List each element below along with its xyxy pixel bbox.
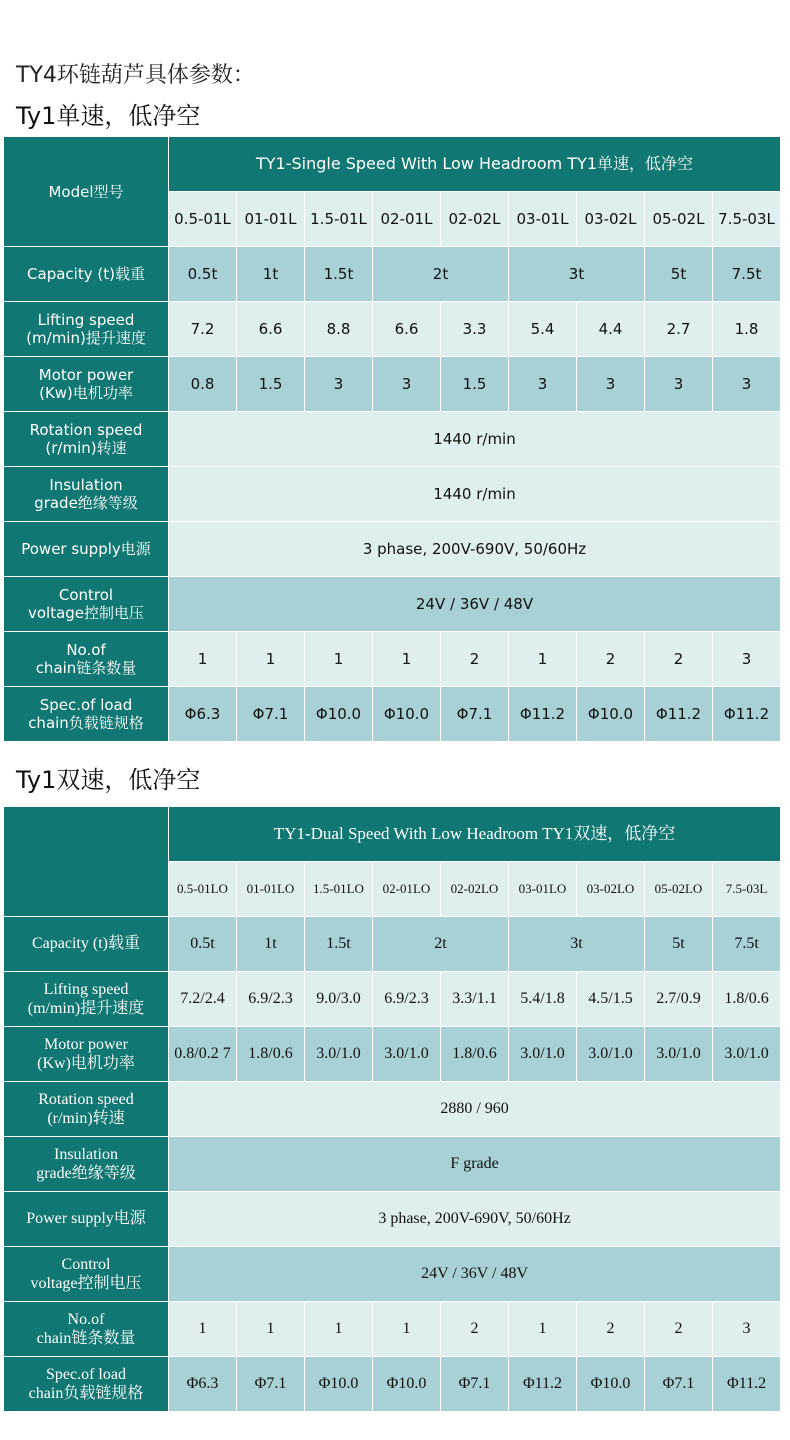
capacity-cell: 0.5t (169, 247, 237, 302)
row-label-motor-power: Motor power (Kw)电机功率 (4, 1027, 169, 1082)
motor-power-cell: 1.8/0.6 (237, 1027, 305, 1082)
lifting-speed-cell: 1.8 (713, 302, 781, 357)
lifting-speed-cell: 9.0/3.0 (305, 972, 373, 1027)
row-label-power-supply: Power supply电源 (4, 522, 169, 577)
lifting-speed-cell: 1.8/0.6 (713, 972, 781, 1027)
chain-spec-cell: Φ10.0 (373, 1357, 441, 1412)
chain-count-cell: 1 (305, 1302, 373, 1357)
motor-power-cell: 1.5 (237, 357, 305, 412)
motor-power-cell: 0.8 (169, 357, 237, 412)
model-cell: 7.5-03L (713, 862, 781, 917)
model-cell: 02-02L (441, 192, 509, 247)
motor-power-cell: 3 (509, 357, 577, 412)
lifting-speed-cell: 4.4 (577, 302, 645, 357)
chain-spec-cell: Φ10.0 (577, 1357, 645, 1412)
chain-count-cell: 1 (509, 1302, 577, 1357)
control-voltage-cell: 24V / 36V / 48V (169, 577, 781, 632)
capacity-cell: 5t (645, 917, 713, 972)
table-title: TY1-Dual Speed With Low Headroom TY1双速，低净空 (169, 807, 781, 862)
row-label-insulation-grade: Insulation grade绝缘等级 (4, 467, 169, 522)
insulation-grade-cell: F grade (169, 1137, 781, 1192)
chain-spec-cell: Φ7.1 (441, 1357, 509, 1412)
row-label-control-voltage: Control voltage控制电压 (4, 577, 169, 632)
model-cell: 0.5-01LO (169, 862, 237, 917)
chain-count-cell: 1 (237, 632, 305, 687)
lifting-speed-cell: 6.6 (237, 302, 305, 357)
row-label-chain-count: No.of chain链条数量 (4, 632, 169, 687)
chain-spec-cell: Φ10.0 (305, 687, 373, 742)
lifting-speed-cell: 7.2 (169, 302, 237, 357)
dual-speed-spec-table (3, 806, 781, 1412)
chain-count-cell: 1 (237, 1302, 305, 1357)
chain-count-cell: 2 (577, 1302, 645, 1357)
lifting-speed-cell: 3.3 (441, 302, 509, 357)
model-cell: 05-02L (645, 192, 713, 247)
motor-power-cell: 3.0/1.0 (645, 1027, 713, 1082)
model-cell: 1.5-01L (305, 192, 373, 247)
lifting-speed-cell: 7.2/2.4 (169, 972, 237, 1027)
motor-power-cell: 3 (305, 357, 373, 412)
chain-spec-cell: Φ7.1 (645, 1357, 713, 1412)
chain-count-cell: 1 (169, 632, 237, 687)
capacity-cell: 7.5t (713, 917, 781, 972)
chain-spec-cell: Φ6.3 (169, 687, 237, 742)
model-cell: 02-01L (373, 192, 441, 247)
chain-spec-cell: Φ11.2 (509, 1357, 577, 1412)
capacity-cell: 2t (373, 247, 509, 302)
chain-spec-cell: Φ7.1 (237, 1357, 305, 1412)
insulation-grade-cell: 1440 r/min (169, 467, 781, 522)
capacity-cell: 1t (237, 917, 305, 972)
lifting-speed-cell: 6.6 (373, 302, 441, 357)
section-title-dual-speed: Ty1双速，低净空 (16, 766, 201, 794)
chain-count-cell: 2 (577, 632, 645, 687)
capacity-cell: 3t (509, 247, 645, 302)
lifting-speed-cell: 5.4 (509, 302, 577, 357)
lifting-speed-cell: 6.9/2.3 (373, 972, 441, 1027)
lifting-speed-cell: 2.7/0.9 (645, 972, 713, 1027)
chain-spec-cell: Φ10.0 (305, 1357, 373, 1412)
model-cell: 03-02LO (577, 862, 645, 917)
row-label-insulation-grade: Insulation grade绝缘等级 (4, 1137, 169, 1192)
model-cell: 02-02LO (441, 862, 509, 917)
chain-count-cell: 2 (441, 632, 509, 687)
chain-count-cell: 1 (509, 632, 577, 687)
row-label-chain-spec: Spec.of load chain负载链规格 (4, 687, 169, 742)
motor-power-cell: 3 (645, 357, 713, 412)
motor-power-cell: 1.5 (441, 357, 509, 412)
capacity-cell: 1.5t (305, 917, 373, 972)
rotation-speed-cell: 1440 r/min (169, 412, 781, 467)
motor-power-cell: 3 (577, 357, 645, 412)
chain-spec-cell: Φ11.2 (713, 1357, 781, 1412)
motor-power-cell: 3 (373, 357, 441, 412)
row-label-rotation-speed: Rotation speed (r/min)转速 (4, 412, 169, 467)
model-cell: 05-02LO (645, 862, 713, 917)
capacity-cell: 0.5t (169, 917, 237, 972)
single-speed-spec-table (3, 136, 781, 742)
lifting-speed-cell: 8.8 (305, 302, 373, 357)
row-label-capacity: Capacity (t)载重 (4, 917, 169, 972)
capacity-cell: 5t (645, 247, 713, 302)
model-cell: 03-01LO (509, 862, 577, 917)
lifting-speed-cell: 5.4/1.8 (509, 972, 577, 1027)
capacity-cell: 2t (373, 917, 509, 972)
rotation-speed-cell: 2880 / 960 (169, 1082, 781, 1137)
chain-count-cell: 3 (713, 1302, 781, 1357)
chain-count-cell: 2 (441, 1302, 509, 1357)
row-label-control-voltage: Control voltage控制电压 (4, 1247, 169, 1302)
chain-count-cell: 1 (169, 1302, 237, 1357)
row-label-chain-spec: Spec.of load chain负载链规格 (4, 1357, 169, 1412)
model-cell: 0.5-01L (169, 192, 237, 247)
model-header: Model型号 (4, 137, 169, 247)
lifting-speed-cell: 3.3/1.1 (441, 972, 509, 1027)
model-cell: 7.5-03L (713, 192, 781, 247)
row-label-lifting-speed: Lifting speed (m/min)提升速度 (4, 302, 169, 357)
row-label-lifting-speed: Lifting speed (m/min)提升速度 (4, 972, 169, 1027)
chain-spec-cell: Φ11.2 (713, 687, 781, 742)
motor-power-cell: 3.0/1.0 (509, 1027, 577, 1082)
row-label-capacity: Capacity (t)载重 (4, 247, 169, 302)
chain-spec-cell: Φ7.1 (237, 687, 305, 742)
section-title-single-speed: Ty1单速，低净空 (16, 102, 201, 130)
motor-power-cell: 0.8/0.2 7 (169, 1027, 237, 1082)
capacity-cell: 3t (509, 917, 645, 972)
model-cell: 01-01LO (237, 862, 305, 917)
model-cell: 03-01L (509, 192, 577, 247)
motor-power-cell: 3.0/1.0 (713, 1027, 781, 1082)
lifting-speed-cell: 2.7 (645, 302, 713, 357)
page-title: TY4环链葫芦具体参数： (16, 63, 255, 88)
chain-spec-cell: Φ7.1 (441, 687, 509, 742)
capacity-cell: 1t (237, 247, 305, 302)
chain-spec-cell: Φ10.0 (373, 687, 441, 742)
lifting-speed-cell: 4.5/1.5 (577, 972, 645, 1027)
chain-spec-cell: Φ6.3 (169, 1357, 237, 1412)
row-label-power-supply: Power supply电源 (4, 1192, 169, 1247)
model-header (4, 807, 169, 917)
lifting-speed-cell: 6.9/2.3 (237, 972, 305, 1027)
model-cell: 1.5-01LO (305, 862, 373, 917)
row-label-chain-count: No.of chain链条数量 (4, 1302, 169, 1357)
model-cell: 02-01LO (373, 862, 441, 917)
chain-count-cell: 1 (373, 632, 441, 687)
motor-power-cell: 3.0/1.0 (373, 1027, 441, 1082)
chain-count-cell: 1 (305, 632, 373, 687)
chain-spec-cell: Φ11.2 (645, 687, 713, 742)
capacity-cell: 1.5t (305, 247, 373, 302)
motor-power-cell: 3.0/1.0 (577, 1027, 645, 1082)
model-cell: 01-01L (237, 192, 305, 247)
capacity-cell: 7.5t (713, 247, 781, 302)
chain-count-cell: 1 (373, 1302, 441, 1357)
chain-count-cell: 2 (645, 1302, 713, 1357)
model-cell: 03-02L (577, 192, 645, 247)
motor-power-cell: 3 (713, 357, 781, 412)
power-supply-cell: 3 phase, 200V-690V, 50/60Hz (169, 522, 781, 577)
motor-power-cell: 1.8/0.6 (441, 1027, 509, 1082)
control-voltage-cell: 24V / 36V / 48V (169, 1247, 781, 1302)
chain-spec-cell: Φ11.2 (509, 687, 577, 742)
power-supply-cell: 3 phase, 200V-690V, 50/60Hz (169, 1192, 781, 1247)
motor-power-cell: 3.0/1.0 (305, 1027, 373, 1082)
chain-count-cell: 3 (713, 632, 781, 687)
row-label-motor-power: Motor power (Kw)电机功率 (4, 357, 169, 412)
row-label-rotation-speed: Rotation speed (r/min)转速 (4, 1082, 169, 1137)
table-title: TY1-Single Speed With Low Headroom TY1单速，低净空 (169, 137, 781, 192)
chain-spec-cell: Φ10.0 (577, 687, 645, 742)
chain-count-cell: 2 (645, 632, 713, 687)
